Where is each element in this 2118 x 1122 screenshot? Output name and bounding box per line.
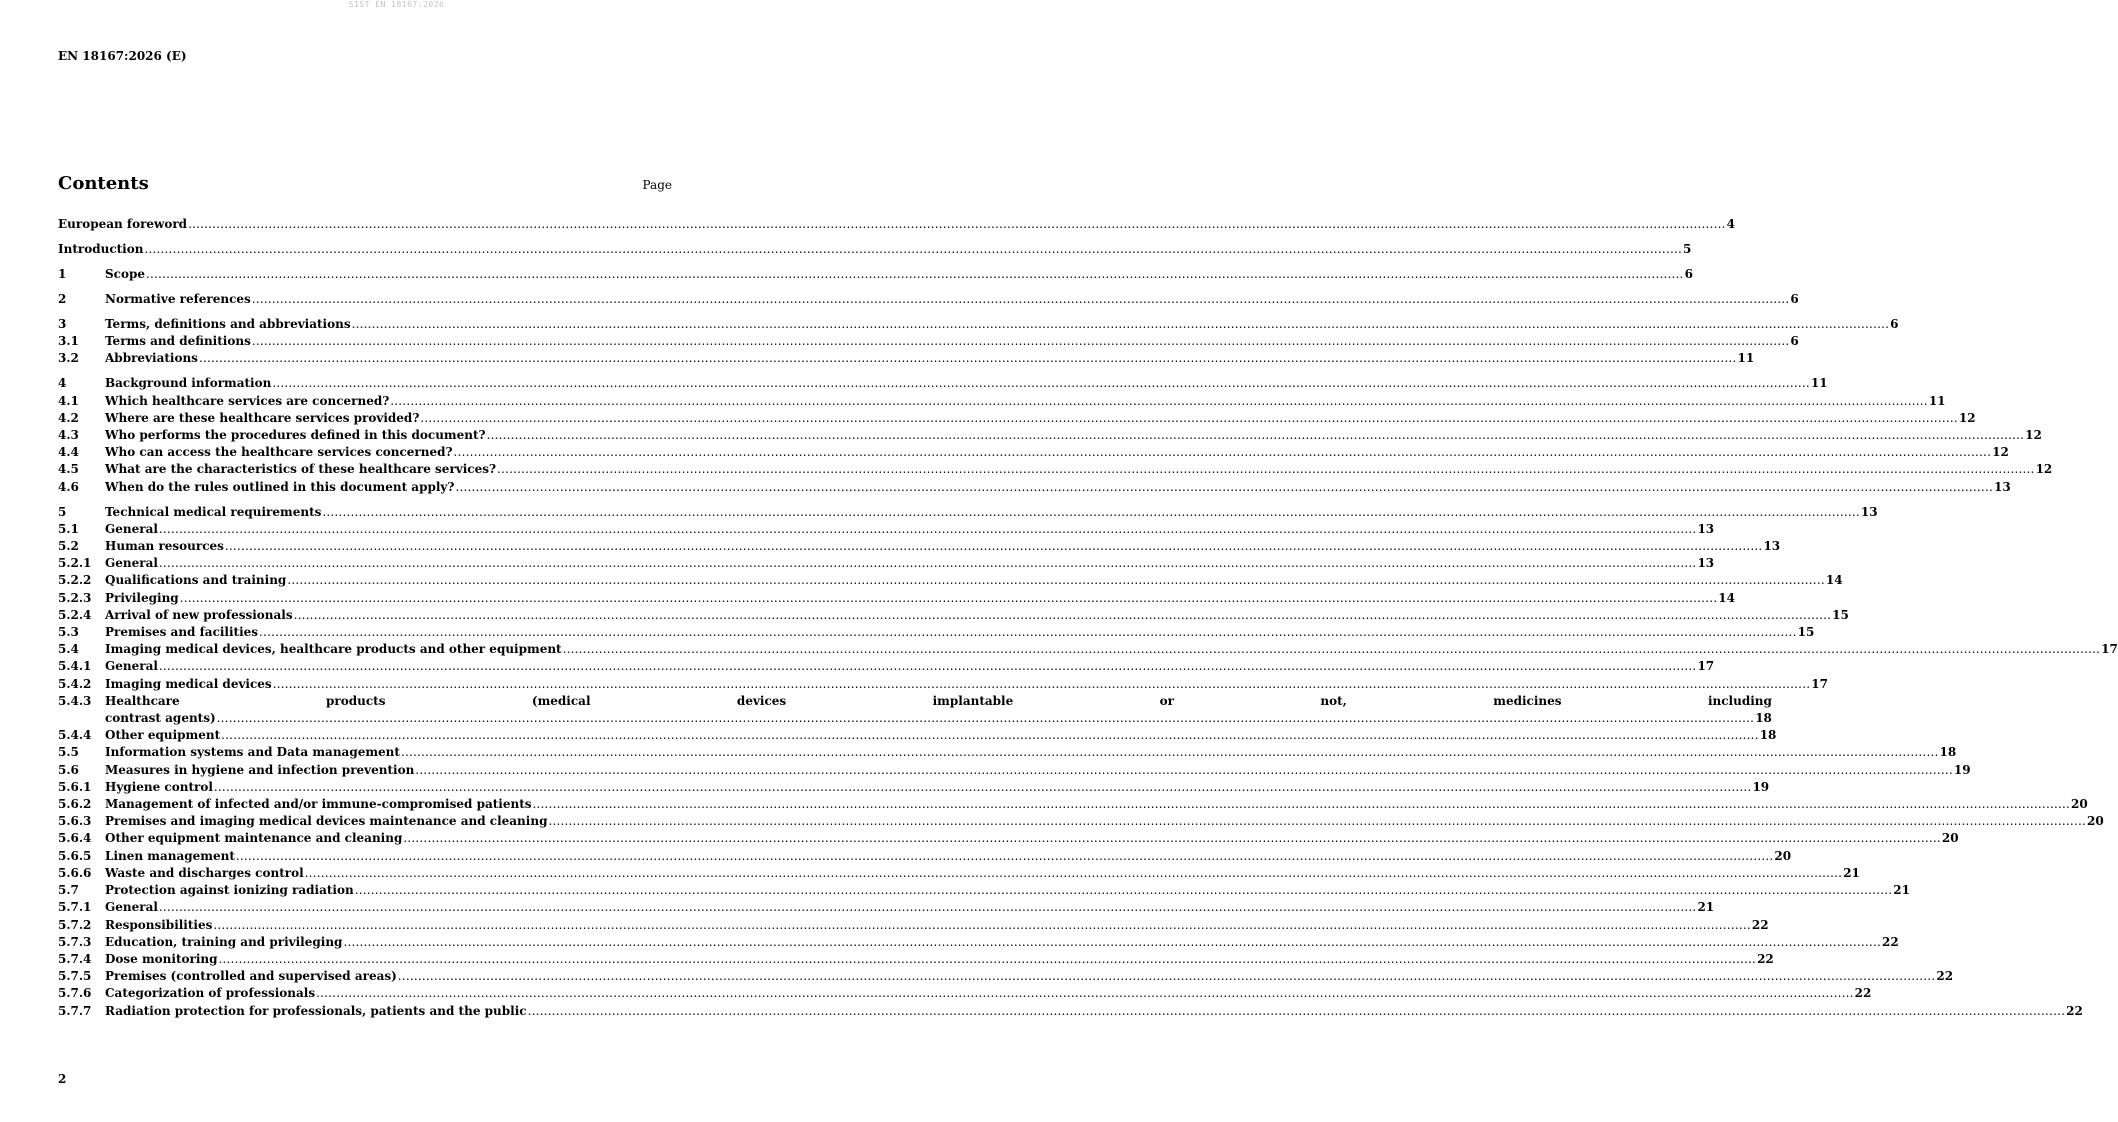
toc-entry-page: 11 [1737, 351, 1755, 366]
toc-entry[interactable] [58, 291, 1799, 308]
toc-entry-title: Waste and discharges control [105, 865, 304, 880]
toc-entry[interactable] [58, 266, 1693, 283]
toc-entry-number: 5.4.4 [58, 728, 92, 743]
dot-leader [398, 968, 1936, 985]
dot-leader [528, 1003, 2066, 1020]
dot-leader [455, 479, 1993, 496]
toc-entry-page: 13 [1860, 504, 1878, 519]
toc-entry-page: 17 [1697, 659, 1715, 674]
dot-leader [159, 555, 1697, 572]
toc-entry[interactable] [58, 572, 1843, 589]
toc-entry-page: 21 [1893, 883, 1910, 898]
toc-entry-title: Education, training and privileging [105, 934, 343, 949]
dot-leader [180, 590, 1718, 607]
dot-leader [217, 710, 1755, 727]
toc-entry-page: 12 [2035, 462, 2053, 477]
toc-entry-number: 3.2 [58, 351, 79, 366]
toc-entry[interactable] [58, 444, 2009, 461]
toc-entry-number: 5.7.1 [58, 900, 92, 915]
dot-leader [487, 427, 2025, 444]
dot-leader [497, 461, 2035, 478]
toc-entry-number: 3 [58, 317, 67, 331]
dot-leader [305, 865, 1843, 882]
toc-entry[interactable] [58, 427, 2042, 444]
toc-entry-page: 18 [1939, 745, 1957, 760]
dot-leader [159, 658, 1697, 675]
toc-entry-number: 5.2 [58, 539, 79, 554]
toc-entry-page: 21 [1843, 865, 1860, 880]
dot-leader [390, 393, 1928, 410]
toc-entry[interactable] [58, 744, 1957, 761]
toc-entry-number: 5.7.2 [58, 917, 92, 932]
toc-entry-page: 6 [1790, 334, 1799, 349]
toc-entry-page: 20 [2071, 797, 2088, 812]
toc-entry-number: 5.6 [58, 762, 79, 777]
toc-entry-number: 5.7.7 [58, 1003, 92, 1018]
page-number: 2 [58, 1072, 67, 1086]
toc-entry[interactable] [58, 241, 1692, 258]
toc-entry-title: Background information [105, 376, 272, 391]
toc-entry-title: What are the characteristics of these healthcare services? [105, 462, 497, 477]
toc-entry-number: 5.6.5 [58, 848, 92, 863]
toc-entry-title: Categorization of professionals [105, 986, 316, 1001]
toc-entry-page: 5 [1683, 242, 1692, 256]
toc-entry-number: 5.4.1 [58, 659, 92, 674]
toc-entry-number: 5.2.2 [58, 573, 92, 588]
toc-entry-number: 4.4 [58, 445, 79, 460]
toc-entry[interactable] [58, 848, 1792, 865]
dot-leader [159, 899, 1697, 916]
toc-entry-title: Radiation protection for professionals, patients and the public [105, 1003, 527, 1018]
toc-entry-page: 12 [1992, 445, 2009, 460]
toc-entry-number: 3.1 [58, 334, 79, 349]
toc-entry-number: 5.6.4 [58, 831, 92, 846]
toc-entry[interactable] [58, 333, 1799, 350]
toc-entry[interactable] [58, 658, 1715, 675]
toc-entry[interactable] [58, 521, 1715, 538]
toc-entry-page: 14 [1718, 590, 1735, 605]
toc-entry-page: 17 [2101, 642, 2118, 657]
dot-leader [252, 333, 1790, 350]
dot-leader [225, 538, 1763, 555]
dot-leader [188, 216, 1726, 233]
toc-entry-number: 5.4.2 [58, 676, 92, 691]
toc-entry[interactable] [58, 479, 2011, 496]
toc-entry-title: Premises (controlled and supervised areas) [105, 969, 397, 984]
toc-entry-number: 4.1 [58, 393, 79, 408]
toc-entry-page: 14 [1825, 573, 1843, 588]
dot-leader [316, 985, 1854, 1002]
toc-entry-title: Abbreviations [105, 351, 198, 366]
toc-entry-page: 13 [1993, 479, 2011, 494]
toc-entry-page: 22 [2066, 1003, 2083, 1018]
toc-entry[interactable] [58, 410, 1976, 427]
toc-entry[interactable] [58, 641, 2118, 658]
toc-entry-page: 13 [1763, 539, 1781, 554]
toc-entry-page: 20 [1774, 848, 1792, 863]
toc-entry-page: 15 [1832, 607, 1849, 622]
contents-title: Contents [58, 173, 149, 194]
toc-entry[interactable] [58, 538, 1781, 555]
toc-entry-page: 12 [1958, 410, 1976, 425]
toc-entry-number: 5.2.3 [58, 590, 92, 605]
dot-leader [355, 882, 1893, 899]
toc-entry[interactable] [58, 316, 1899, 333]
toc-entry-number: 5.4 [58, 642, 79, 657]
toc-entry-title: General [105, 659, 158, 674]
toc-entry[interactable] [58, 899, 1715, 916]
dot-leader [273, 676, 1811, 693]
toc-entry-title: European foreword [58, 217, 188, 231]
toc-entry-number: 4.6 [58, 479, 79, 494]
toc-entry[interactable] [58, 461, 2053, 478]
dot-leader [259, 624, 1797, 641]
toc-entry-title: Healthcare products (medical devices implantable or not, medicines including [105, 693, 1772, 708]
toc-entry[interactable] [58, 504, 1878, 521]
toc-entry-number: 4.2 [58, 410, 79, 425]
toc-entry[interactable] [58, 555, 1715, 572]
toc-entry-page: 18 [1759, 728, 1777, 743]
dot-leader [401, 744, 1939, 761]
toc-entry-number: 4 [58, 376, 67, 391]
toc-entry-page: 6 [1790, 292, 1799, 306]
toc-entry-title: Who can access the healthcare services concerned? [105, 445, 453, 460]
toc-entry-title: Arrival of new professionals [105, 607, 293, 622]
dot-leader [454, 444, 1992, 461]
toc-entry[interactable] [58, 830, 1959, 847]
toc-entry-title: Where are these healthcare services provided? [105, 410, 420, 425]
toc-entry-page: 22 [1751, 917, 1769, 932]
toc-entry-title: Premises and imaging medical devices maintenance and cleaning [105, 814, 548, 829]
toc-entry[interactable] [58, 968, 1954, 985]
dot-leader [146, 266, 1684, 283]
toc-entry[interactable] [58, 882, 1910, 899]
toc-entry-title: Scope [105, 267, 146, 281]
toc-entry-page: 6 [1890, 317, 1899, 331]
toc-entry[interactable] [58, 590, 1735, 607]
toc-entry-title: When do the rules outlined in this document apply? [105, 479, 455, 494]
toc-entry-title: Hygiene control [105, 779, 213, 794]
page-column-label: Page [642, 178, 672, 192]
toc-entry-title: Measures in hygiene and infection prevention [105, 762, 415, 777]
toc-entry-number: 5.2.4 [58, 607, 92, 622]
toc-entry-number: 1 [58, 267, 67, 281]
toc-entry[interactable] [58, 1003, 2083, 1020]
toc-entry[interactable] [58, 693, 1772, 727]
toc-entry-page: 11 [1928, 393, 1946, 408]
toc-entry[interactable] [58, 624, 1815, 641]
dot-leader [159, 521, 1697, 538]
dot-leader [219, 951, 1757, 968]
toc-entry[interactable] [58, 779, 1770, 796]
toc-entry[interactable] [58, 796, 2088, 813]
toc-entry[interactable] [58, 762, 1971, 779]
document-id: EN 18167:2026 (E) [58, 49, 187, 63]
toc-entry[interactable] [58, 727, 1777, 744]
toc-entry-number: 5.1 [58, 521, 79, 536]
toc-entry[interactable] [58, 216, 1735, 233]
toc-entry-number: 5.6.2 [58, 797, 92, 812]
toc-entry[interactable] [58, 375, 1828, 392]
toc-entry-number: 5 [58, 504, 67, 519]
toc-entry-number: 2 [58, 292, 67, 306]
toc-entry-page: 15 [1797, 625, 1815, 640]
dot-leader [144, 241, 1682, 258]
toc-entry-title: Dose monitoring [105, 951, 218, 966]
toc-entry-title: Linen management [105, 848, 235, 863]
watermark-text: SIST EN 18167:2026 [348, 0, 445, 9]
toc-entry-number: 5.7.4 [58, 951, 92, 966]
toc-entry[interactable] [58, 350, 1755, 367]
toc-entry-number: 5.6.1 [58, 779, 92, 794]
toc-entry-title: Other equipment [105, 728, 221, 743]
dot-leader [352, 316, 1890, 333]
toc-entry-title: Privileging [105, 590, 179, 605]
dot-leader [343, 934, 1881, 951]
toc-entry-page: 18 [1755, 711, 1772, 726]
table-of-contents [58, 216, 2118, 1020]
dot-leader [563, 641, 2101, 658]
dot-leader [415, 762, 1953, 779]
toc-entry-title: Qualifications and training [105, 573, 287, 588]
toc-entry-page: 13 [1697, 521, 1715, 536]
toc-entry-page: 22 [1881, 934, 1899, 949]
dot-leader [214, 779, 1752, 796]
dot-leader [287, 572, 1825, 589]
toc-entry-page: 20 [1941, 831, 1959, 846]
toc-entry-number: 5.4.3 [58, 693, 92, 708]
toc-entry-title: Who performs the procedures defined in this document? [105, 428, 486, 443]
toc-entry-title: General [105, 556, 158, 571]
toc-entry-number: 5.3 [58, 625, 79, 640]
toc-entry-title-continued: contrast agents) [105, 711, 216, 726]
toc-entry[interactable] [58, 951, 1774, 968]
dot-leader [252, 291, 1790, 308]
toc-entry-title: Human resources [105, 539, 224, 554]
toc-entry-number: 5.7.6 [58, 986, 92, 1001]
toc-entry-page: 21 [1697, 900, 1715, 915]
toc-entry-title: Premises and facilities [105, 625, 259, 640]
toc-entry-number: 5.7 [58, 883, 79, 898]
toc-entry-number: 5.2.1 [58, 556, 92, 571]
dot-leader [236, 848, 1774, 865]
toc-entry-page: 11 [1810, 376, 1828, 391]
toc-entry-title: Normative references [105, 292, 251, 306]
toc-entry-title: Technical medical requirements [105, 504, 322, 519]
toc-entry-title: Information systems and Data management [105, 745, 400, 760]
toc-entry-number: 5.7.3 [58, 934, 92, 949]
dot-leader [221, 727, 1759, 744]
toc-entry-title: Protection against ionizing radiation [105, 883, 354, 898]
toc-entry-page: 22 [1854, 986, 1872, 1001]
dot-leader [403, 830, 1941, 847]
toc-entry-number: 5.5 [58, 745, 79, 760]
toc-entry[interactable] [58, 985, 1872, 1002]
toc-entry-title: Which healthcare services are concerned? [105, 393, 390, 408]
toc-entry-number: 5.6.6 [58, 865, 92, 880]
toc-entry-title: Management of infected and/or immune-compromised patients [105, 797, 532, 812]
toc-entry-page: 20 [2087, 814, 2104, 829]
toc-entry-title: Responsibilities [105, 917, 213, 932]
dot-leader [322, 504, 1860, 521]
toc-entry-page: 22 [1757, 951, 1774, 966]
toc-entry-title: Introduction [58, 242, 144, 256]
toc-entry-title: Imaging medical devices [105, 676, 272, 691]
toc-entry-page: 6 [1684, 267, 1693, 281]
dot-leader [213, 917, 1751, 934]
toc-entry-page: 4 [1726, 217, 1735, 231]
toc-entry-number: 5.6.3 [58, 814, 92, 829]
toc-entry-page: 19 [1752, 779, 1770, 794]
toc-entry-title: Other equipment maintenance and cleaning [105, 831, 403, 846]
toc-entry-page: 13 [1697, 556, 1715, 571]
dot-leader [548, 813, 2086, 830]
toc-entry-title: Terms, definitions and abbreviations [105, 317, 351, 331]
toc-entry-number: 4.5 [58, 462, 79, 477]
toc-entry-page: 12 [2025, 428, 2042, 443]
toc-entry[interactable] [58, 393, 1946, 410]
toc-entry[interactable] [58, 813, 2104, 830]
toc-entry[interactable] [58, 917, 1769, 934]
toc-entry-number: 4.3 [58, 428, 79, 443]
toc-entry-title: Terms and definitions [105, 334, 251, 349]
toc-entry-page: 19 [1953, 762, 1971, 777]
dot-leader [533, 796, 2071, 813]
toc-entry[interactable] [58, 865, 1860, 882]
toc-entry-page: 17 [1811, 676, 1828, 691]
toc-entry-title: General [105, 521, 158, 536]
toc-entry[interactable] [58, 607, 1849, 624]
dot-leader [420, 410, 1958, 427]
toc-entry-title: General [105, 900, 158, 915]
toc-entry[interactable] [58, 676, 1828, 693]
dot-leader [272, 375, 1810, 392]
dot-leader [199, 350, 1737, 367]
toc-entry[interactable] [58, 934, 1899, 951]
toc-entry-page: 22 [1936, 969, 1954, 984]
toc-entry-number: 5.7.5 [58, 969, 92, 984]
dot-leader [294, 607, 1832, 624]
toc-entry-title: Imaging medical devices, healthcare products and other equipment [105, 642, 562, 657]
